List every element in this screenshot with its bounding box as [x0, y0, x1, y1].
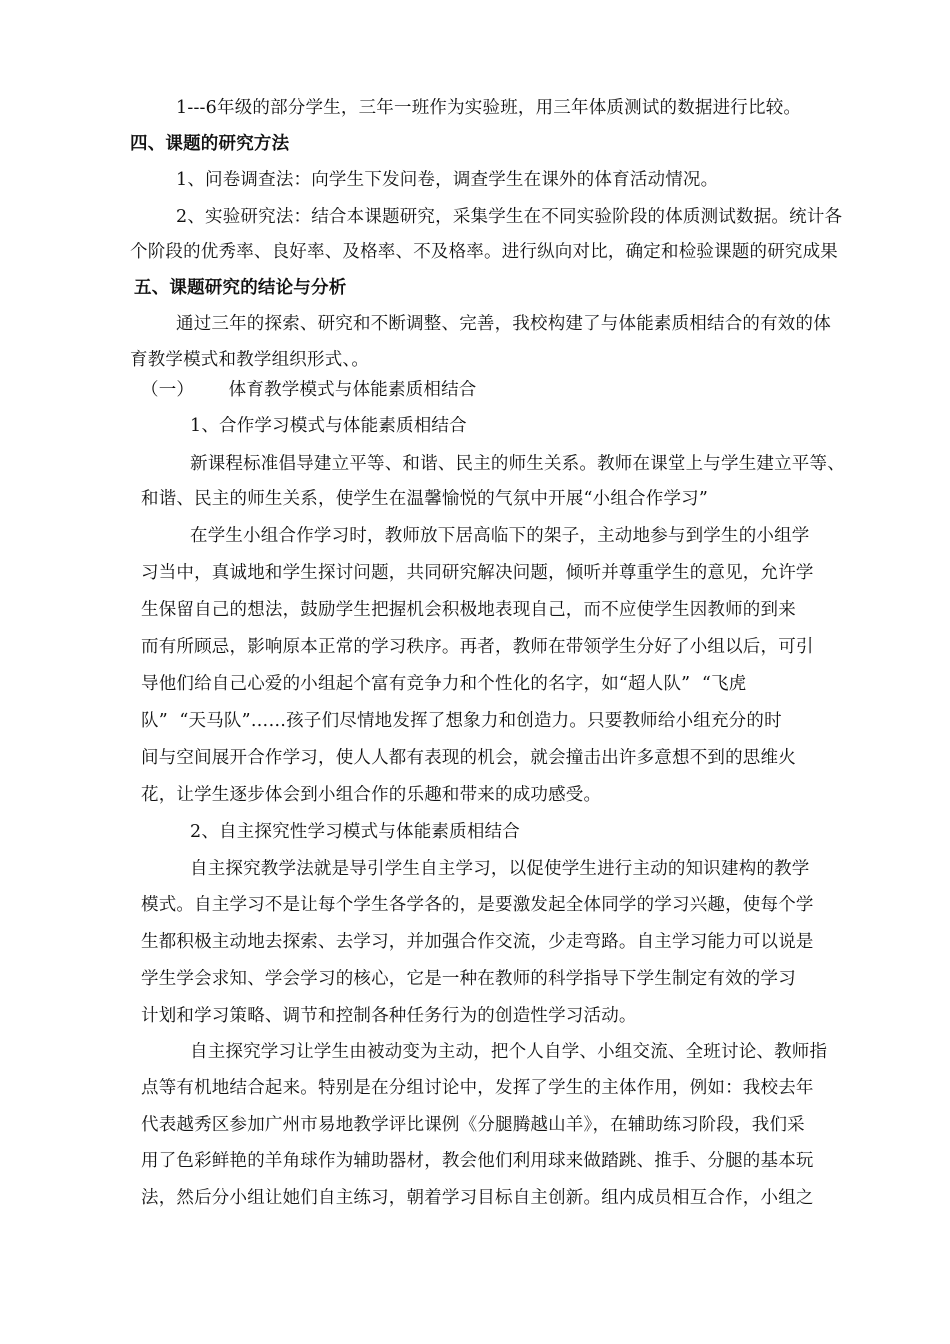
body-line: 1---6年级的部分学生，三年一班作为实验班，用三年体质测试的数据进行比较。	[176, 98, 802, 118]
body-line: 点等有机地结合起来。特别是在分组讨论中，发挥了学生的主体作用，例如：我校去年	[141, 1078, 814, 1098]
body-line: 通过三年的探索、研究和不断调整、完善，我校构建了与体能素质相结合的有效的体	[176, 314, 831, 334]
body-line: 育教学模式和教学组织形式、。	[130, 350, 370, 370]
body-line: 自主探究学习让学生由被动变为主动，把个人自学、小组交流、全班讨论、教师指	[190, 1042, 828, 1062]
body-line: 新课程标准倡导建立平等、和谐、民主的师生关系。教师在课堂上与学生建立平等、	[190, 454, 845, 474]
subsection-heading: 1、合作学习模式与体能素质相结合	[190, 416, 467, 436]
body-line: 习当中，真诚地和学生探讨问题，共同研究解决问题，倾听并尊重学生的意见，允许学	[141, 563, 814, 583]
body-line: 而有所顾忌，影响原本正常的学习秩序。再者，教师在带领学生分好了小组以后，可引	[141, 637, 814, 657]
subsection-heading: 2、自主探究性学习模式与体能素质相结合	[190, 822, 520, 842]
body-line: 队” “天马队”……孩子们尽情地发挥了想象力和创造力。只要教师给小组充分的时	[141, 711, 782, 731]
body-line: 计划和学习策略、调节和控制各种任务行为的创造性学习活动。	[141, 1006, 637, 1026]
body-line: 和谐、民主的师生关系，使学生在温馨愉悦的气氛中开展“小组合作学习”	[141, 489, 708, 509]
body-line: 生都积极主动地去探索、去学习，并加强合作交流，少走弯路。自主学习能力可以说是	[141, 932, 814, 952]
body-line: 代表越秀区参加广州市易地教学评比课例《分腿腾越山羊》，在辅助练习阶段，我们采	[141, 1115, 805, 1135]
body-line: 1、问卷调查法：向学生下发问卷，调查学生在课外的体育活动情况。	[176, 170, 719, 190]
section-heading: 四、课题的研究方法	[130, 134, 290, 154]
subsection-heading: （一） 体育教学模式与体能素质相结合	[141, 380, 477, 400]
body-line: 在学生小组合作学习时，教师放下居高临下的架子，主动地参与到学生的小组学	[190, 526, 810, 546]
body-line: 法，然后分小组让她们自主练习，朝着学习目标自主创新。组内成员相互合作，小组之	[141, 1188, 814, 1208]
body-line: 生保留自己的想法，鼓励学生把握机会积极地表现自己，而不应使学生因教师的到来	[141, 600, 796, 620]
body-line: 导他们给自己心爱的小组起个富有竞争力和个性化的名字，如“超人队” “飞虎	[141, 674, 747, 694]
body-line: 模式。自主学习不是让每个学生各学各的，是要激发起全体同学的学习兴趣，使每个学	[141, 895, 814, 915]
body-line: 个阶段的优秀率、良好率、及格率、不及格率。进行纵向对比，确定和检验课题的研究成果	[130, 242, 838, 262]
body-line: 花，让学生逐步体会到小组合作的乐趣和带来的成功感受。	[141, 785, 602, 805]
body-line: 自主探究教学法就是导引学生自主学习，以促使学生进行主动的知识建构的教学	[190, 859, 810, 879]
section-heading: 五、课题研究的结论与分析	[134, 278, 347, 298]
body-line: 学生学会求知、学会学习的核心，它是一种在教师的科学指导下学生制定有效的学习	[141, 969, 796, 989]
body-line: 间与空间展开合作学习，使人人都有表现的机会，就会撞击出许多意想不到的思维火	[141, 748, 796, 768]
body-line: 2、实验研究法：结合本课题研究，采集学生在不同实验阶段的体质测试数据。统计各	[176, 207, 843, 227]
body-line: 用了色彩鲜艳的羊角球作为辅助器材，教会他们利用球来做踏跳、推手、分腿的基本玩	[141, 1151, 814, 1171]
